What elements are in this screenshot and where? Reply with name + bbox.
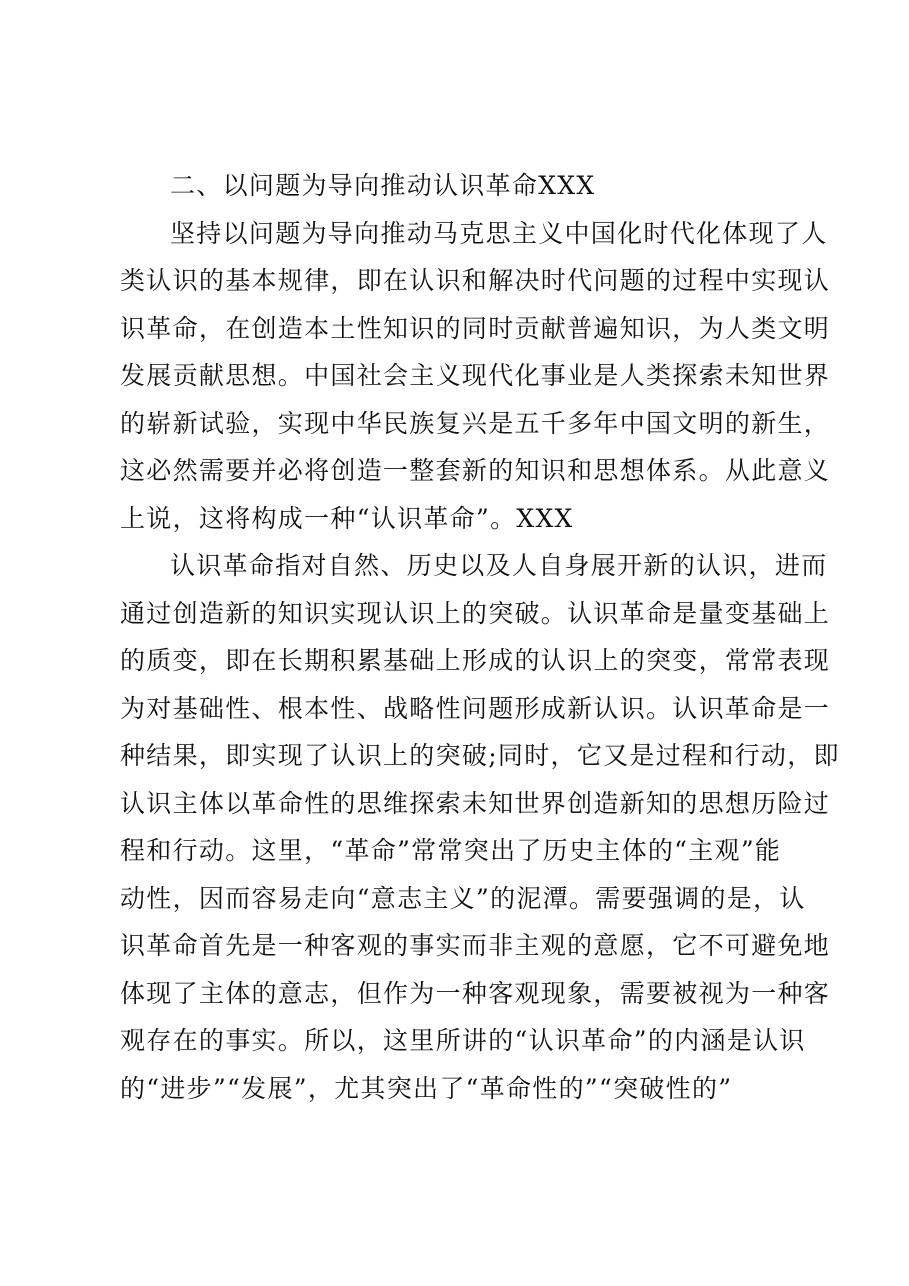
paragraph-2-line: 通过创造新的知识实现认识上的突破。认识革命是量变基础上 (120, 598, 831, 628)
paragraph-2-line: 观存在的事实。所以，这里所讲的“认识革命”的内涵是认识 (120, 1026, 806, 1055)
paragraph-1-line: 类认识的基本规律，即在认识和解决时代问题的过程中实现认 (120, 266, 831, 295)
paragraph-2-line: 的质变，即在长期积累基础上形成的认识上的突变，常常表现 (120, 646, 831, 675)
paragraph-1-line: 发展贡献思想。中国社会主义现代化事业是人类探索未知世界 (120, 361, 831, 390)
paragraph-1 (120, 210, 831, 543)
paragraph-1-line: 坚持以问题为导向推动马克思主义中国化时代化体现了人 (170, 218, 828, 248)
paragraph-2-line: 识革命首先是一种客观的事实而非主观的意愿，它不可避免地 (120, 931, 831, 960)
paragraph-2-line: 的“进步”“发展”，尤其突出了“革命性的”“突破性的” (120, 1073, 733, 1103)
paragraph-2 (120, 542, 840, 1112)
paragraph-2-line: 体现了主体的意志，但作为一种客观现象，需要被视为一种客 (120, 978, 831, 1008)
paragraph-1-line: 这必然需要并必将创造一整套新的知识和思想体系。从此意义 (120, 456, 831, 485)
paragraph-2-line: 认识主体以革命性的思维探索未知世界创造新知的思想历险过 (120, 788, 831, 818)
document-body (120, 162, 840, 1112)
paragraph-1-line: 识革命，在创造本土性知识的同时贡献普遍知识，为人类文明 (120, 313, 831, 343)
paragraph-1-line: 上说，这将构成一种“认识革命”。XXX (120, 503, 574, 533)
paragraph-2-line: 为对基础性、根本性、战略性问题形成新认识。认识革命是一 (120, 693, 831, 723)
paragraph-1-line: 的崭新试验，实现中华民族复兴是五千多年中国文明的新生， (120, 408, 831, 438)
paragraph-2-line: 认识革命指对自然、历史以及人自身展开新的认识，进而 (170, 551, 828, 580)
paragraph-2-line: 种结果，即实现了认识上的突破;同时，它又是过程和行动，即 (120, 741, 840, 770)
section-heading: 二、以问题为导向推动认识革命XXX (170, 171, 596, 200)
paragraph-2-line: 动性，因而容易走向“意志主义”的泥潭。需要强调的是，认 (120, 883, 806, 913)
paragraph-2-line: 程和行动。这里，“革命”常常突出了历史主体的“主观”能 (120, 836, 782, 865)
